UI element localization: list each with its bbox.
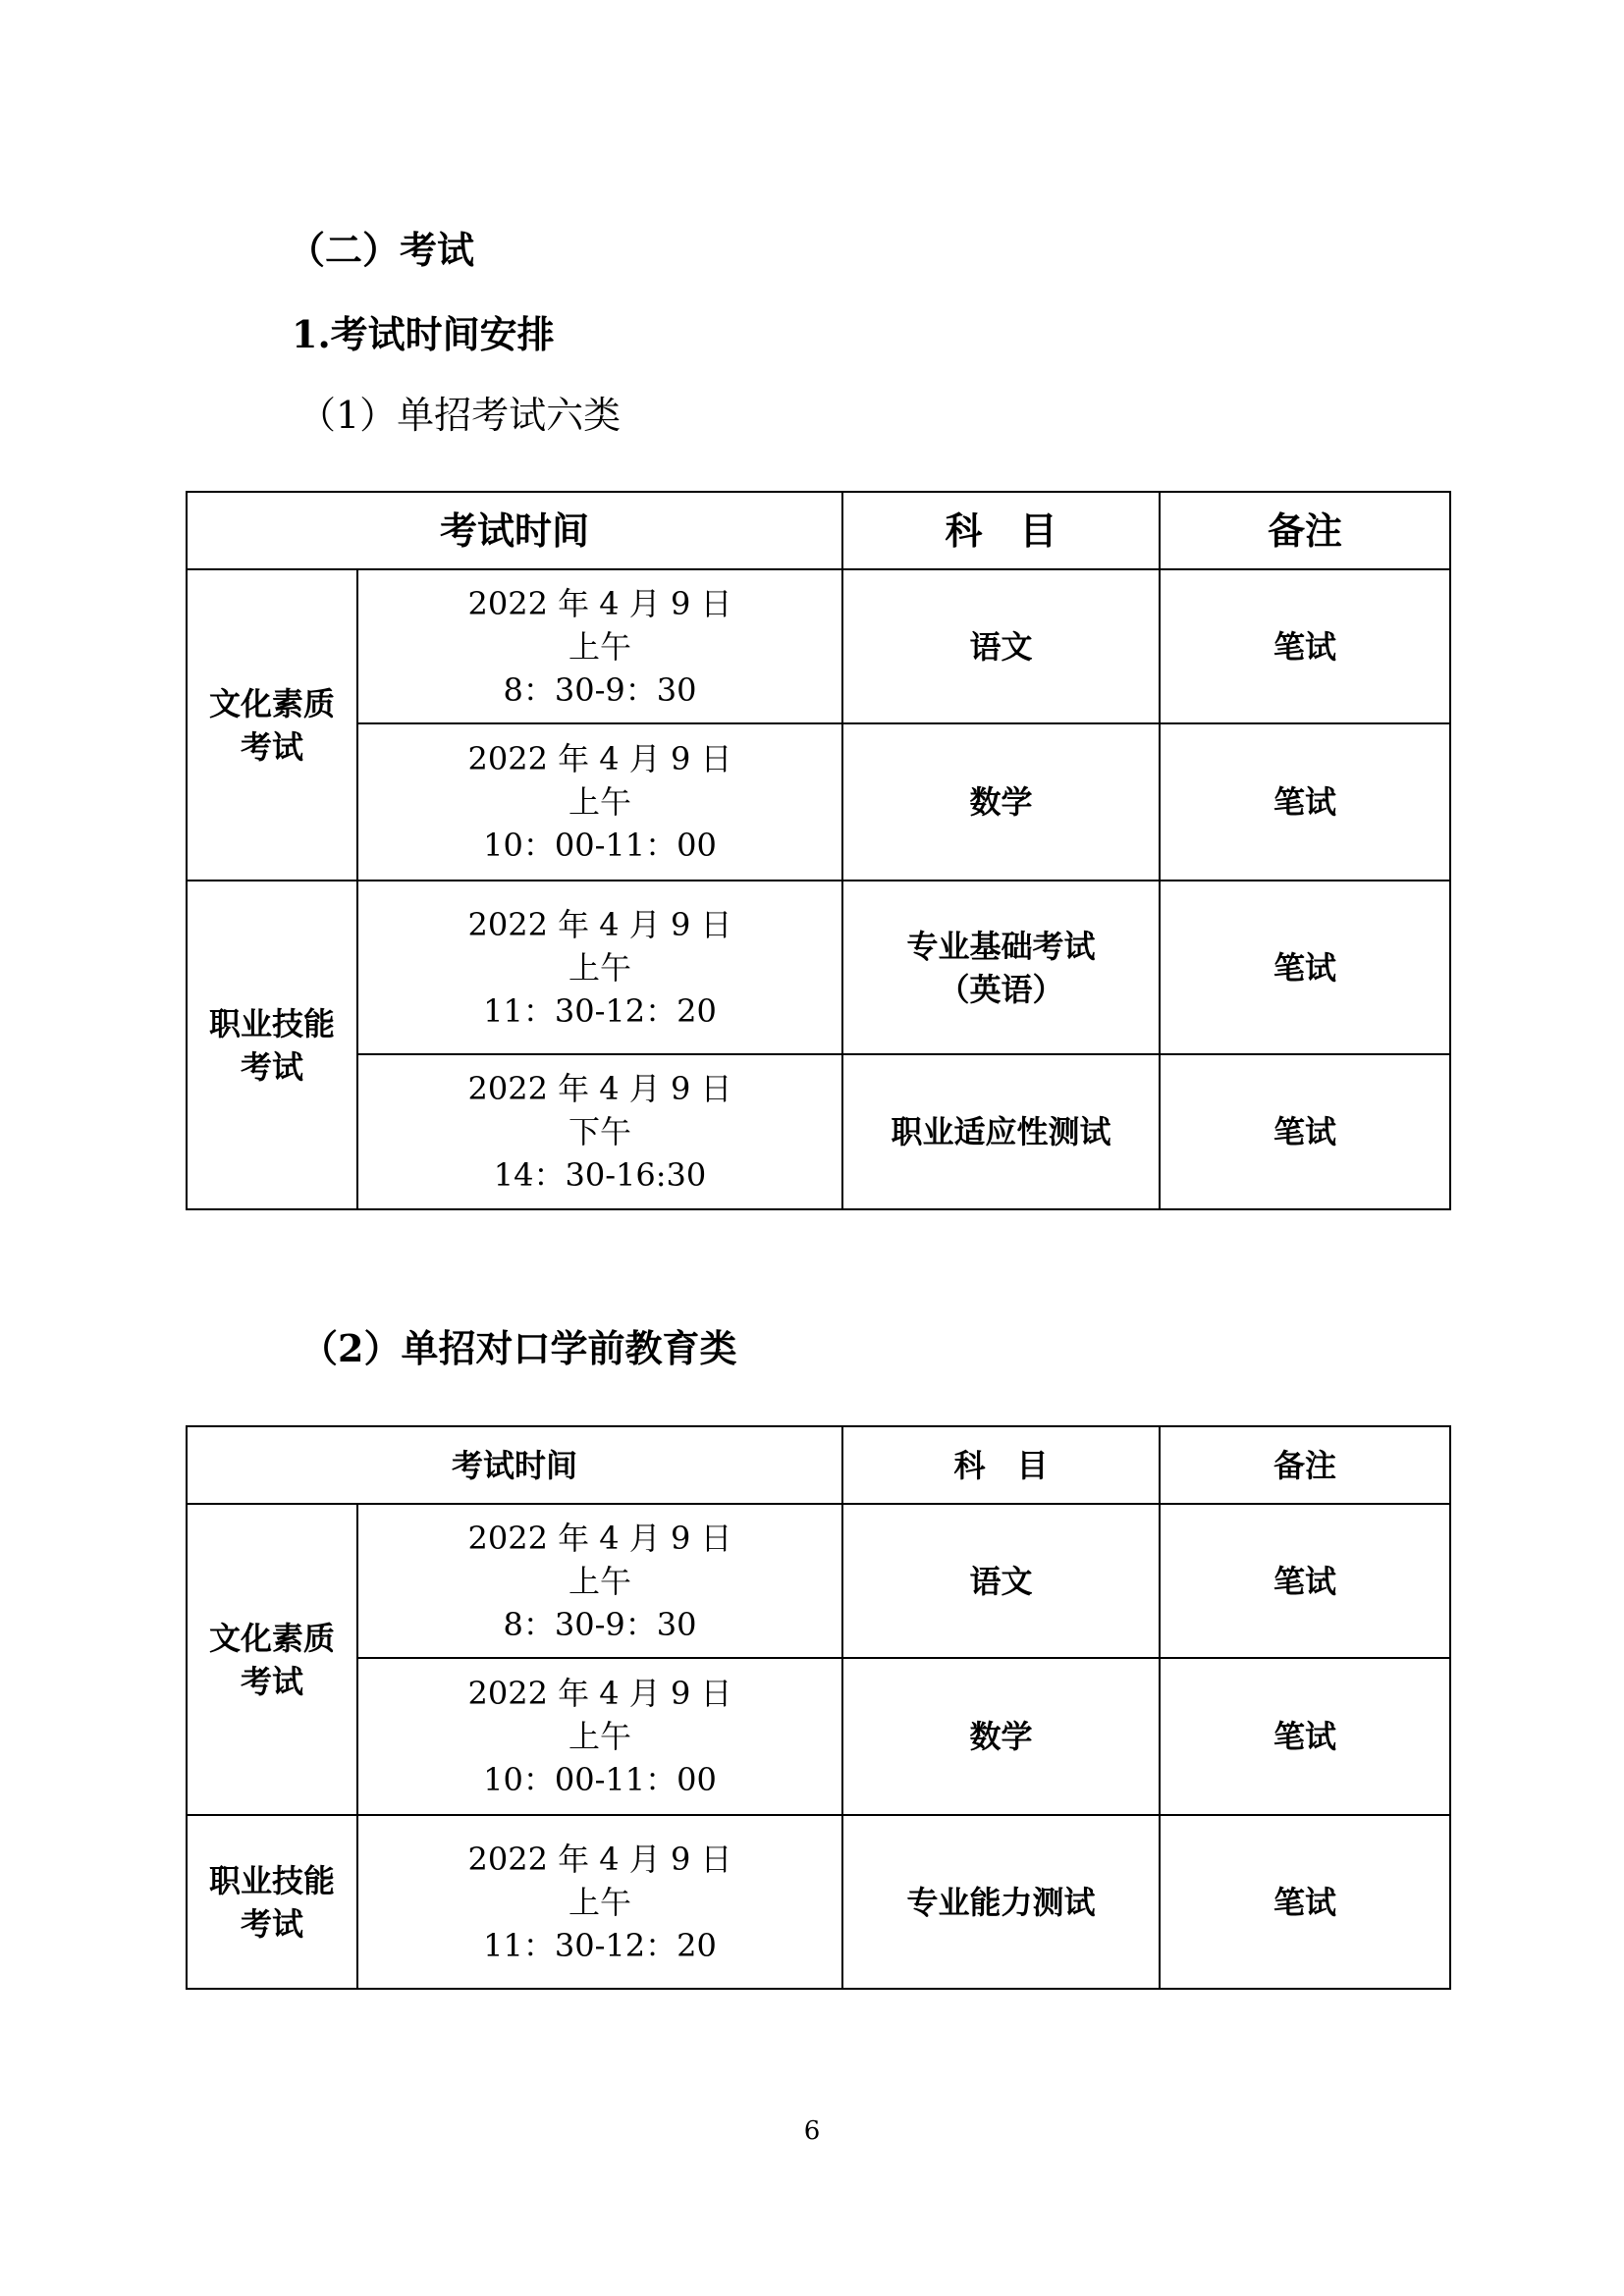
header-note: 备注	[1160, 1426, 1450, 1504]
subject-text: 数学	[969, 1718, 1033, 1755]
table-row	[187, 1054, 1450, 1209]
item1-heading: （1）单招考试六类	[298, 394, 622, 437]
subject-text: 数学	[969, 783, 1033, 821]
subsection-heading: 1.考试时间安排	[292, 312, 555, 356]
subject-text: 专业基础考试	[906, 927, 1096, 965]
category-cell	[187, 881, 357, 1209]
table-row	[187, 1658, 1450, 1815]
note-cell: 笔试	[1160, 1658, 1450, 1815]
category-label: 文化素质	[208, 684, 335, 722]
note-cell: 笔试	[1160, 1504, 1450, 1658]
time-text: 10：00-11：00	[483, 827, 717, 864]
period-text: 上午	[568, 627, 632, 666]
subject-text: 专业能力测试	[906, 1883, 1096, 1921]
section-heading: （二）考试	[288, 228, 475, 272]
subject-cell	[842, 1054, 1160, 1209]
table-header-row	[187, 492, 1450, 569]
period-text: 上午	[568, 1718, 632, 1755]
period-text: 下午	[568, 1113, 632, 1150]
time-cell	[357, 723, 842, 881]
note-cell: 笔试	[1160, 723, 1450, 881]
time-cell	[357, 569, 842, 723]
note-cell: 笔试	[1160, 1815, 1450, 1989]
category-cell	[187, 1504, 357, 1815]
subject-cell	[842, 569, 1160, 723]
subject-text: （英语）	[938, 970, 1064, 1008]
category-cell	[187, 569, 357, 881]
date-text: 2022 年 4 月 9 日	[467, 905, 732, 943]
header-exam-time: 考试时间	[187, 1426, 842, 1504]
note-cell: 笔试	[1160, 569, 1450, 723]
category-label: 考试	[240, 1047, 303, 1086]
period-text: 上午	[568, 1562, 632, 1600]
category-label: 考试	[240, 1662, 303, 1700]
table-row	[187, 881, 1450, 1054]
table-row	[187, 1815, 1450, 1989]
subject-text: 职业适应性测试	[891, 1113, 1111, 1150]
date-text: 2022 年 4 月 9 日	[467, 1675, 732, 1712]
time-cell	[357, 1504, 842, 1658]
header-note: 备注	[1160, 492, 1450, 569]
category-label: 考试	[240, 1904, 303, 1943]
time-text: 10：00-11：00	[483, 1761, 717, 1798]
period-text: 上午	[568, 783, 632, 821]
subject-cell	[842, 723, 1160, 881]
header-subject: 科 目	[842, 492, 1160, 569]
exam-schedule-table-2	[186, 1425, 1451, 1990]
date-text: 2022 年 4 月 9 日	[467, 1519, 732, 1557]
note-cell: 笔试	[1160, 1054, 1450, 1209]
time-cell	[357, 1815, 842, 1989]
exam-schedule-table-1	[186, 491, 1451, 1210]
category-label: 文化素质	[208, 1619, 335, 1657]
date-text: 2022 年 4 月 9 日	[467, 1840, 732, 1878]
period-text: 上午	[568, 948, 632, 987]
table-row	[187, 1504, 1450, 1658]
date-text: 2022 年 4 月 9 日	[467, 584, 732, 622]
table-header-row	[187, 1426, 1450, 1504]
category-cell	[187, 1815, 357, 1989]
subject-cell	[842, 1815, 1160, 1989]
table-row	[187, 569, 1450, 723]
item2-heading: （2）单招对口学前教育类	[300, 1326, 737, 1370]
category-label: 职业技能	[208, 1004, 335, 1042]
period-text: 上午	[568, 1883, 632, 1921]
time-text: 11：30-12：20	[483, 1926, 717, 1964]
time-text: 14：30-16:30	[493, 1156, 707, 1194]
subject-cell	[842, 881, 1160, 1054]
date-text: 2022 年 4 月 9 日	[467, 1070, 732, 1107]
page-number: 6	[803, 2116, 821, 2146]
subject-text: 语文	[969, 1562, 1033, 1600]
time-text: 11：30-12：20	[483, 991, 717, 1030]
time-cell	[357, 1658, 842, 1815]
header-subject: 科 目	[842, 1426, 1160, 1504]
category-label: 职业技能	[208, 1861, 335, 1899]
subject-cell	[842, 1658, 1160, 1815]
header-exam-time: 考试时间	[187, 492, 842, 569]
time-cell	[357, 881, 842, 1054]
note-cell: 笔试	[1160, 881, 1450, 1054]
time-cell	[357, 1054, 842, 1209]
time-text: 8：30-9：30	[503, 670, 697, 709]
date-text: 2022 年 4 月 9 日	[467, 740, 732, 777]
subject-cell	[842, 1504, 1160, 1658]
category-label: 考试	[240, 727, 303, 766]
time-text: 8：30-9：30	[503, 1605, 697, 1643]
table-row	[187, 723, 1450, 881]
subject-text: 语文	[969, 627, 1033, 666]
